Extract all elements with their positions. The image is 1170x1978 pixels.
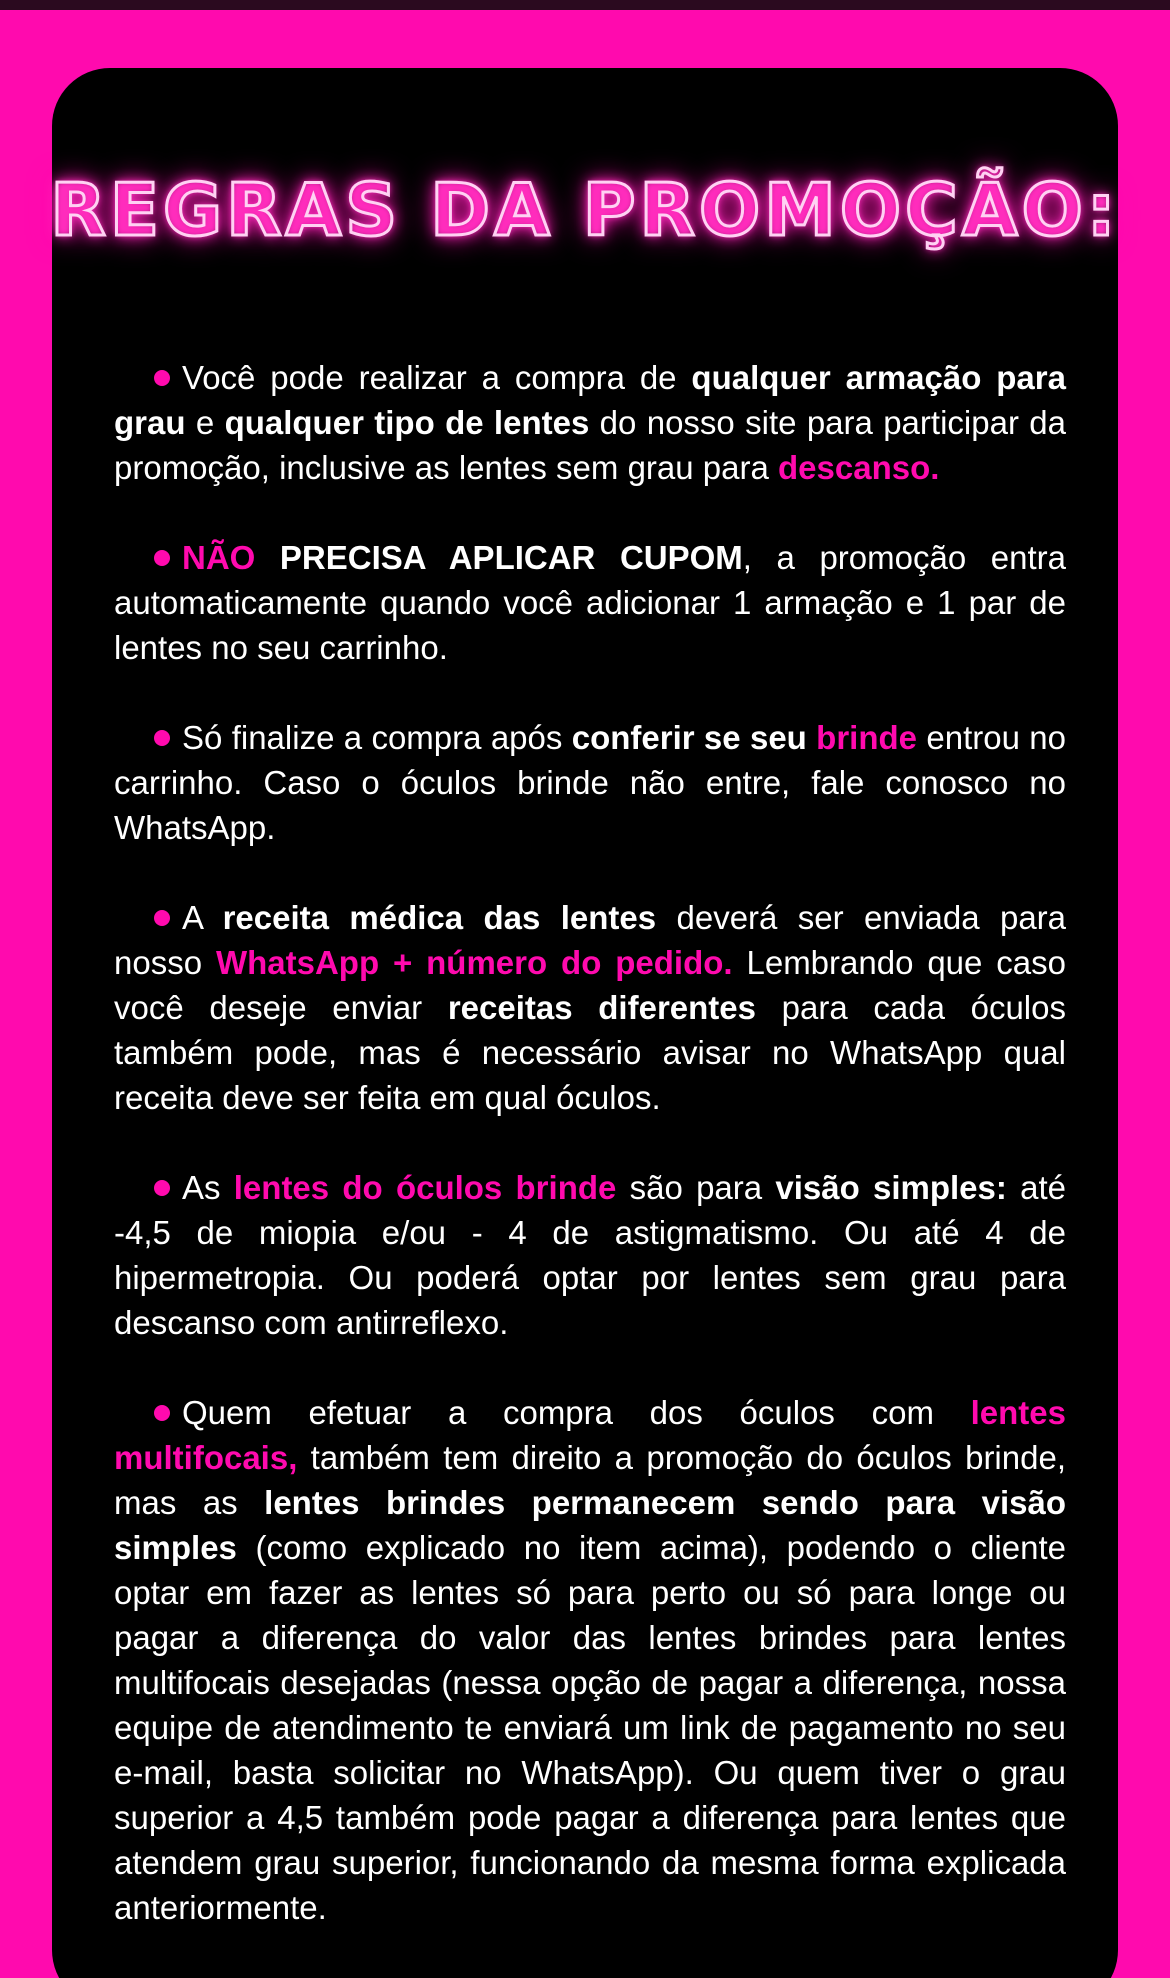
- rule-item-no-coupon: [114, 535, 1066, 670]
- rule-highlight: qualquer armação para grau: [114, 359, 1066, 441]
- rule-text: Você pode realizar a compra de: [182, 359, 692, 396]
- bullet-icon: [154, 550, 170, 566]
- rule-accent: lentes multifocais,: [114, 1394, 1066, 1476]
- rule-text: do nosso site para participar da promoção, inclusive as lentes sem grau para: [114, 404, 1066, 486]
- rule-highlight: lentes brindes permanecem sendo para visão simples: [114, 1484, 1066, 1566]
- rule-text: para cada óculos também pode, mas é necessário avisar no WhatsApp qual receita deve ser feita em qual óculos.: [114, 989, 1066, 1116]
- rule-item-prescription: [114, 895, 1066, 1120]
- rule-text: As: [182, 1169, 234, 1206]
- rule-accent: descanso.: [778, 449, 940, 486]
- rule-accent: brinde: [806, 719, 918, 756]
- rule-item-check-gift: [114, 715, 1066, 850]
- rule-text: Só finalize a compra após: [182, 719, 572, 756]
- bullet-icon: [154, 370, 170, 386]
- rule-highlight: qualquer tipo de lentes: [224, 404, 590, 441]
- rule-text: também tem direito a promoção do óculos brinde, mas as: [114, 1439, 1066, 1521]
- rule-text: A: [182, 899, 223, 936]
- bullet-icon: [154, 730, 170, 746]
- rule-item-gift-lenses: [114, 1165, 1066, 1345]
- rule-highlight: conferir se seu: [571, 719, 807, 756]
- rule-highlight: visão simples:: [775, 1169, 1007, 1206]
- rule-highlight: PRECISA APLICAR CUPOM: [255, 539, 743, 576]
- rule-accent: WhatsApp + número do pedido.: [215, 944, 733, 981]
- rule-accent: NÃO: [182, 539, 256, 576]
- rule-text: Quem efetuar a compra dos óculos com: [182, 1394, 971, 1431]
- rule-text: até -4,5 de miopia e/ou - 4 de astigmatismo. Ou até 4 de hipermetropia. Ou poderá optar por lentes sem grau para descanso com antirreflexo.: [114, 1169, 1066, 1341]
- rule-accent: lentes do óculos brinde: [233, 1169, 617, 1206]
- top-border: [0, 0, 1170, 10]
- bullet-icon: [154, 1180, 170, 1196]
- rule-text: deverá ser enviada para nosso: [114, 899, 1067, 981]
- page-title: REGRAS DA PROMOÇÃO:: [50, 168, 1120, 252]
- rule-text: Lembrando que caso você deseje enviar: [114, 944, 1066, 1026]
- bullet-icon: [154, 910, 170, 926]
- rule-item-any-frame: [114, 355, 1066, 490]
- rule-item-multifocal: [114, 1390, 1066, 1930]
- bullet-icon: [154, 1405, 170, 1421]
- rule-highlight: receita médica das lentes: [222, 899, 657, 936]
- rule-text: e: [185, 404, 225, 441]
- rules-list: [114, 355, 1066, 1975]
- rule-text: entrou no carrinho. Caso o óculos brinde não entre, fale conosco no WhatsApp.: [114, 719, 1066, 846]
- rule-text: , a promoção entra automaticamente quando você adicionar 1 armação e 1 par de lentes no seu carrinho.: [114, 539, 1066, 666]
- rule-text: são para: [616, 1169, 776, 1206]
- rule-text: (como explicado no item acima), podendo o cliente optar em fazer as lentes só para perto ou só para longe ou pagar a diferença do valor das lentes brindes para lentes multifocais desejadas (nessa opção de pagar a diferença, nossa equipe de atendimento te enviará um link de pagamento no seu e-mail, basta solicitar no WhatsApp). Ou quem tiver o grau superior a 4,5 também pode pagar a diferença para lentes que atendem grau superior, funcionando da mesma forma explicada anteriormente.: [114, 1529, 1066, 1926]
- rule-highlight: receitas diferentes: [447, 989, 756, 1026]
